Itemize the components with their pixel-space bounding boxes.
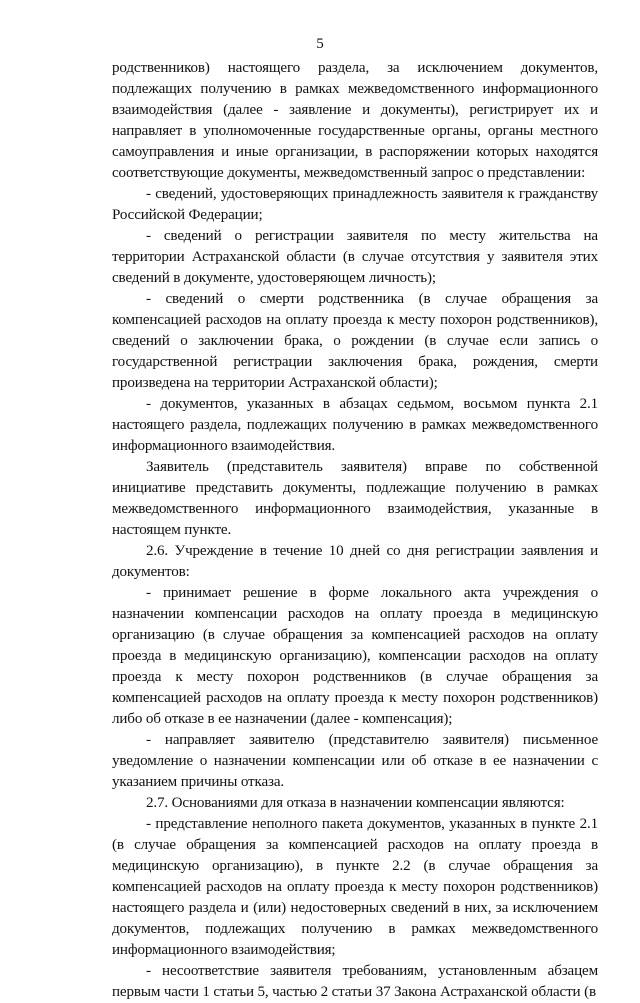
paragraph: - документов, указанных в абзацах седьмом, восьмом пункта 2.1 настоящего раздела, подлежащих получению в рамках межведомственного информационного взаимодействия. <box>112 396 598 454</box>
paragraph: - направляет заявителю (представителю заявителя) письменное уведомление о назначении компенсации или об отказе в ее назначении с указанием причины отказа. <box>112 732 598 790</box>
paragraph: 2.6. Учреждение в течение 10 дней со дня регистрации заявления и документов: <box>112 543 598 580</box>
paragraph: - сведений о смерти родственника (в случае обращения за компенсацией расходов на оплату проезда к месту похорон родственников), сведений о заключении брака, о рождении (в случае если запись о государственной регистрации заключения брака, рождения, смерти произведена на территории Астраханской области); <box>112 291 598 391</box>
paragraph: - несоответствие заявителя требованиям, установленным абзацем первым части 1 статьи 5, частью 2 статьи 37 Закона Астраханской области (в <box>112 963 598 1000</box>
paragraph: Заявитель (представитель заявителя) вправе по собственной инициативе представить документы, подлежащие получению в рамках межведомственного информационного взаимодействия, указанные в настоящем пункте. <box>112 459 598 538</box>
paragraph: - представление неполного пакета документов, указанных в пункте 2.1 (в случае обращения за компенсацией расходов на оплату проезда в медицинскую организацию), в пункте 2.2 (в случае обращения за компенсацией расходов на оплату проезда к месту похорон родственников) настоящего раздела и (или) недостоверных сведений в них, за исключением документов, подлежащих получению в рамках межведомственного информационного взаимодействия; <box>112 816 598 958</box>
paragraph: - принимает решение в форме локального акта учреждения о назначении компенсации расходов на оплату проезда в медицинскую организацию (в случае обращения за компенсацией расходов на оплату проезда в медицинскую организацию), компенсации расходов на оплату проезда к месту похорон родственников (в случае обращения за компенсацией расходов на оплату проезда к месту похорон родственников) либо об отказе в ее назначении (далее - компенсация); <box>112 585 598 727</box>
page-number: 5 <box>316 36 324 52</box>
paragraph: 2.7. Основаниями для отказа в назначении компенсации являются: <box>146 795 565 811</box>
paragraph: - сведений, удостоверяющих принадлежность заявителя к гражданству Российской Федерации; <box>112 186 598 223</box>
paragraph: родственников) настоящего раздела, за исключением документов, подлежащих получению в рамках межведомственного информационного взаимодействия (далее - заявление и документы), регистрирует их и направляет в уполномоченные государственные органы, органы местного самоуправления и иные организации, в распоряжении которых находятся соответствующие документы, межведомственный запрос о представлении: <box>112 60 598 181</box>
paragraph: - сведений о регистрации заявителя по месту жительства на территории Астраханской области (в случае отсутствия у заявителя этих сведений в документе, удостоверяющем личность); <box>112 228 598 286</box>
document-body <box>112 58 598 1003</box>
